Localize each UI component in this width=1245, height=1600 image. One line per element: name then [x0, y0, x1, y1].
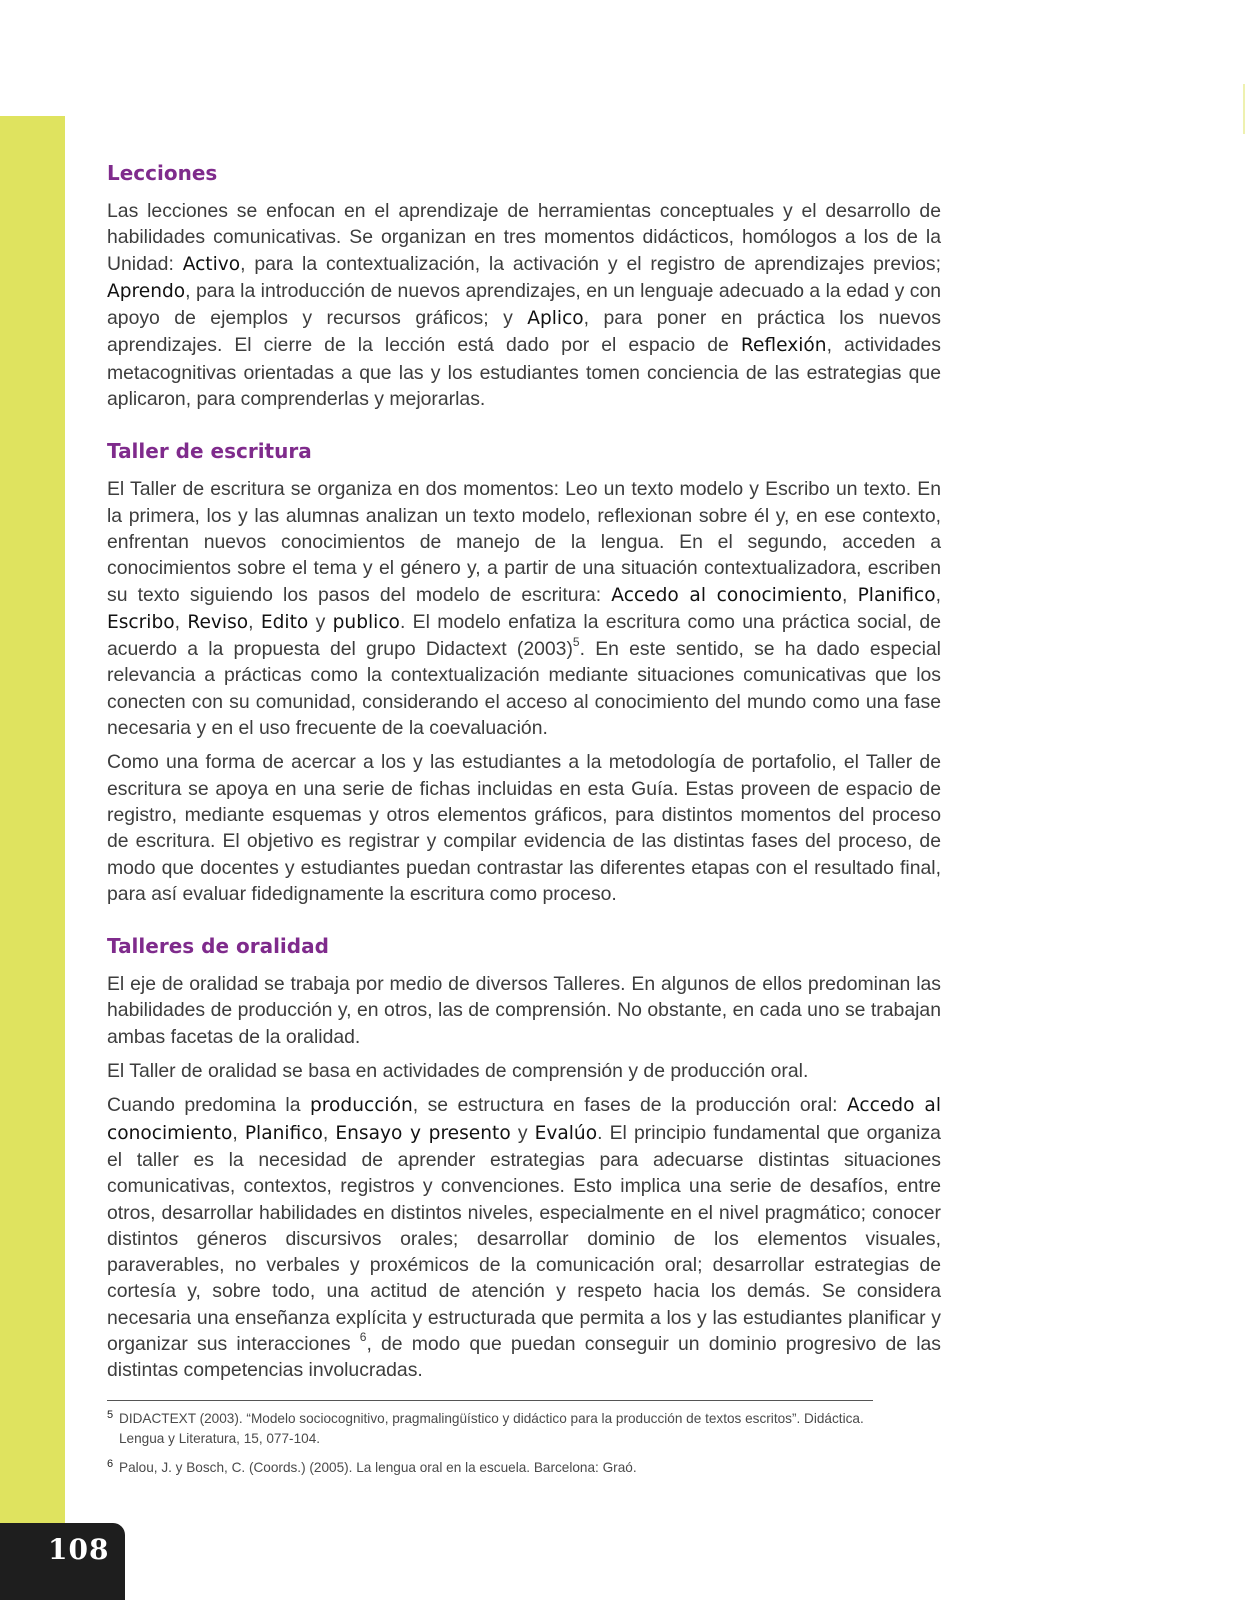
text-run: . En este sentido, se ha dado especial relevancia a prácticas como la contextualización mediante situaciones comunicativas que los conecten con su comunidad, considerando el acceso al conocimiento del mundo como una fase necesaria y en el uso frecuente de la coevaluación.: [107, 638, 941, 740]
text-run: . El principio fundamental que organiza el taller es la necesidad de aprender estrategias para adecuarse distintas situaciones comunicativas, contextos, registros y convenciones. Esto implica una serie de desafíos, entre otros, desarrollar habilidades en distintos niveles, especialmente en el nivel pragmático; conocer distintos géneros discursivos orales; desarrollar dominio de los elementos visuales, paraverables, no verbales y proxémicos de la comunicación oral; desarrollar estrategias de cortesía y, sobre todo, una actitud de atención y respeto hacia los demás. Se considera necesaria una enseñanza explícita y estructurada que permita a los y las estudiantes planificar y organizar sus interacciones: [107, 1121, 941, 1355]
emphasized-term: producción: [309, 1095, 413, 1117]
paragraph: [107, 1058, 941, 1084]
emphasized-term: Reflexión: [740, 335, 827, 357]
text-run: , actividades metacognitivas orientadas a que las y los estudiantes tomen conciencia de las estrategias que aplicaron, para comprenderlas y mejorarlas.: [107, 334, 941, 411]
text-run: ,: [174, 610, 188, 633]
paragraph: [107, 971, 941, 1050]
text-run: , de modo que puedan conseguir un dominio progresivo de las distintas competencias involucradas.: [107, 1332, 941, 1382]
text-run: , para la introducción de nuevos aprendizajes, en un lenguaje adecuado a la edad y con apoyo de ejemplos y recursos gráficos; y: [107, 279, 941, 330]
emphasized-term: Planifico: [857, 584, 936, 606]
text-run: ,: [935, 583, 941, 606]
text-run: El eje de oralidad se trabaja por medio de diversos Talleres. En algunos de ellos predominan las habilidades de producción y, en otros, las de comprensión. No obstante, en cada uno se trabajan ambas facetas de la oralidad.: [107, 973, 941, 1048]
footnote: [107, 1409, 873, 1449]
paragraph: [107, 198, 941, 412]
emphasized-term: Edito: [260, 611, 309, 633]
text-run: y: [510, 1121, 535, 1144]
section-heading: Taller de escritura: [107, 439, 312, 464]
text-run: Las lecciones se enfocan en el aprendizaje de herramientas conceptuales y el desarrollo de habilidades comunicativas. Se organizan en tres momentos didácticos, homólogos a los de la Unidad:: [107, 200, 941, 275]
emphasized-term: Aprendo: [107, 280, 186, 302]
emphasized-term: Evalúo: [534, 1122, 598, 1144]
emphasized-term: Reviso: [187, 611, 249, 633]
section-heading: Talleres de oralidad: [107, 934, 329, 959]
section-taller-escritura: [107, 438, 941, 907]
footnote-text: Palou, J. y Bosch, C. (Coords.) (2005). La lengua oral en la escuela. Barcelona: Graó.: [119, 1460, 637, 1475]
text-run: . El modelo enfatiza la escritura como una práctica social, de acuerdo a la propuesta del grupo Didactext (2003): [107, 610, 941, 661]
emphasized-term: Ensayo y presento: [335, 1122, 511, 1144]
emphasized-term: Accedo al conocimiento: [107, 1095, 941, 1144]
emphasized-term: Aplico: [527, 308, 584, 330]
emphasized-term: Escribo: [107, 611, 175, 633]
footnote-reference: 5: [572, 635, 580, 650]
side-accent-bar: [0, 116, 65, 1600]
paragraph: [107, 476, 941, 741]
footnote: [107, 1458, 873, 1478]
section-talleres-oralidad: [107, 933, 941, 1383]
footnote-text: DIDACTEXT (2003). “Modelo sociocognitivo, pragmalingüístico y didáctico para la producción de textos escritos”. Didáctica. Lengua y Literatura, 15, 077-104.: [119, 1411, 864, 1446]
text-run: ,: [842, 583, 858, 606]
text-run: , para la contextualización, la activación y el registro de aprendizajes previos;: [240, 252, 941, 275]
section-heading: Lecciones: [107, 161, 218, 185]
paragraph: [107, 1092, 941, 1383]
emphasized-term: Activo: [182, 253, 241, 275]
paragraph: [107, 749, 941, 907]
footnotes: [107, 1400, 873, 1487]
page-number: 108: [48, 1533, 110, 1566]
text-run: Como una forma de acercar a los y las estudiantes a la metodología de portafolio, el Taller de escritura se apoya en una serie de fichas incluidas en esta Guía. Estas proveen de espacio de registro, mediante esquemas y otros elementos gráficos, para distintos momentos del proceso de escritura. El objetivo es registrar y compilar evidencia de las distintas fases del proceso, de modo que docentes y estudiantes puedan contrastar las diferentes etapas con el resultado final, para así evaluar fidedignamente la escritura como proceso.: [107, 751, 941, 905]
text-run: El Taller de oralidad se basa en actividades de comprensión y de producción oral.: [107, 1060, 809, 1083]
text-run: , se estructura en fases de la producción oral:: [412, 1094, 847, 1117]
footnote-mark: 5: [107, 1409, 114, 1421]
text-run: , para poner en práctica los nuevos aprendizajes. El cierre de la lección está dado por el espacio de: [107, 307, 941, 357]
main-content: [107, 160, 941, 1410]
emphasized-term: Planifico: [244, 1122, 323, 1144]
footnote-mark: 6: [107, 1458, 114, 1470]
text-run: ,: [248, 610, 261, 633]
text-run: y: [308, 610, 333, 633]
text-run: El Taller de escritura se organiza en dos momentos: Leo un texto modelo y Escribo un texto. En la primera, los y las alumnas analizan un texto modelo, reflexionan sobre él y, en ese contexto, enfrentan nuevos conocimientos de manejo de la lengua. En el segundo, acceden a conocimientos sobre el tema y el género y, a partir de una situación contextualizadora, escriben su texto siguiendo los pasos del modelo de escritura:: [107, 478, 941, 606]
text-run: ,: [322, 1121, 336, 1144]
emphasized-term: publico: [332, 611, 400, 633]
footnote-reference: 6: [359, 1329, 367, 1344]
text-run: ,: [232, 1121, 245, 1144]
emphasized-term: Accedo al conocimiento: [611, 584, 842, 606]
section-lecciones: [107, 160, 941, 412]
text-run: Cuando predomina la: [107, 1094, 310, 1117]
